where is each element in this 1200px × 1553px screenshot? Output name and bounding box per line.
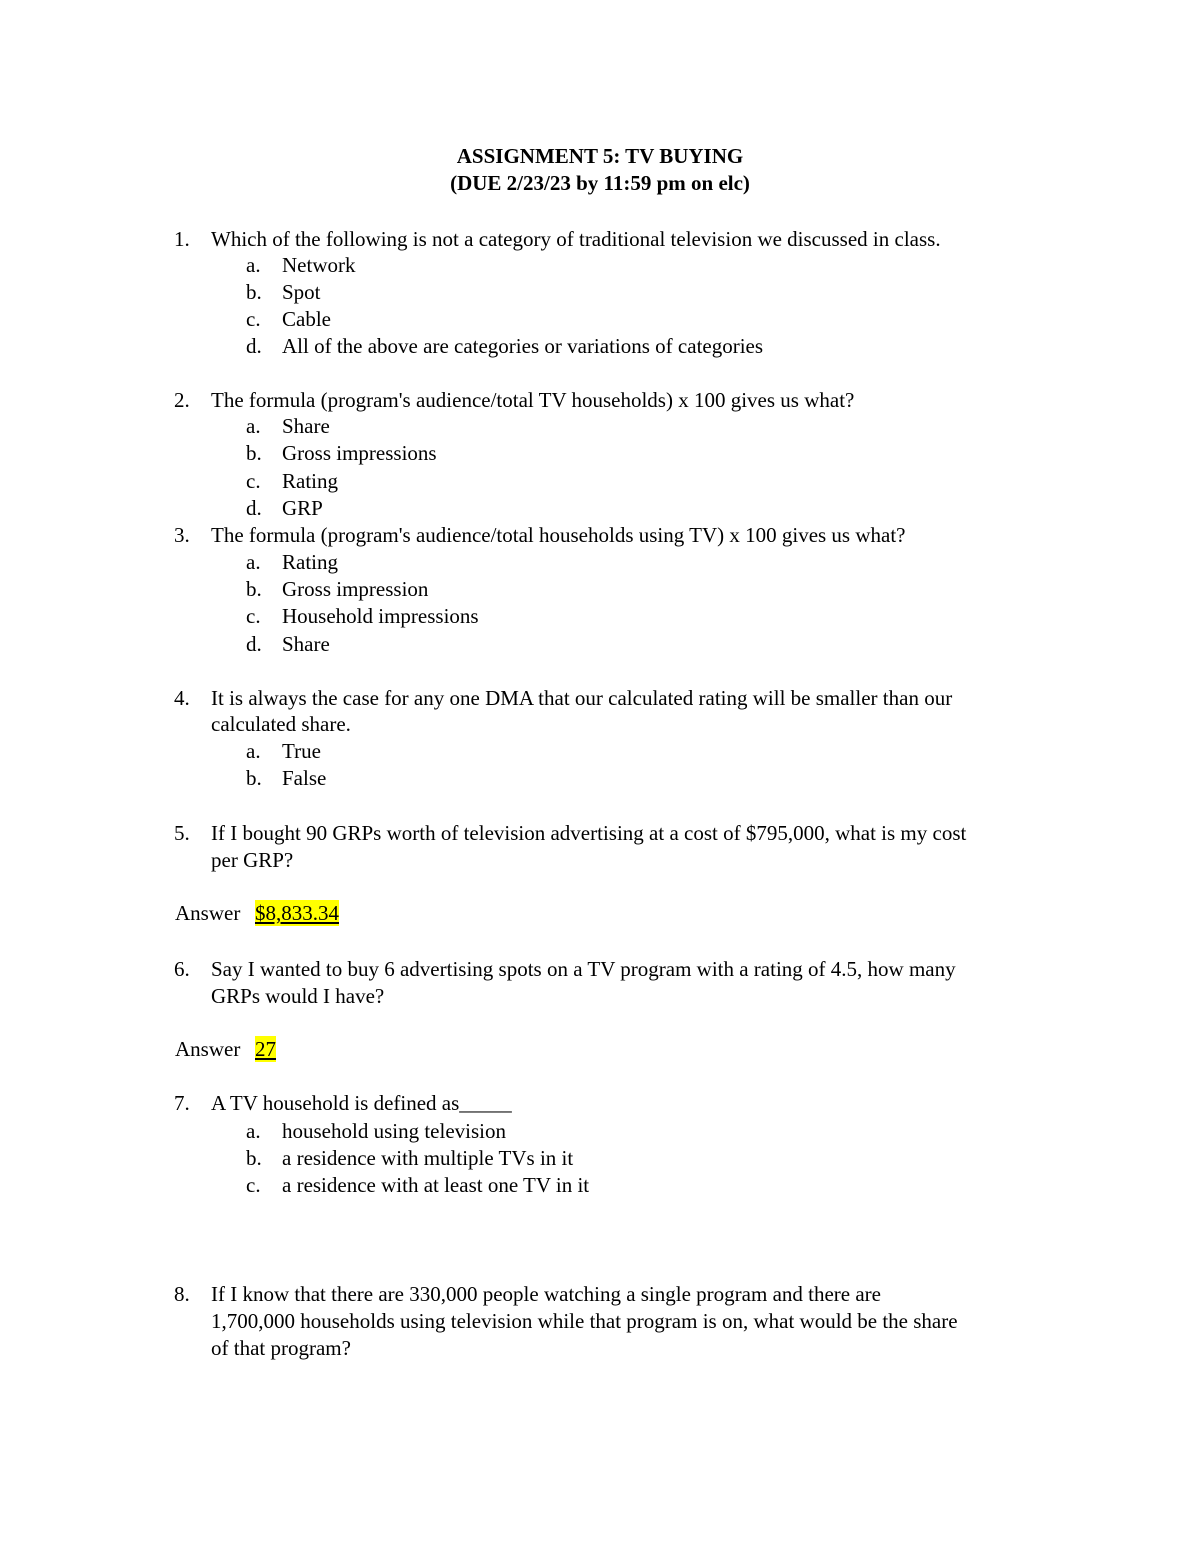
option-letter: b. xyxy=(246,441,262,465)
option-letter: c. xyxy=(246,307,261,331)
option-text: Share xyxy=(282,414,330,438)
option-text: Network xyxy=(282,253,356,277)
option-letter: a. xyxy=(246,1119,261,1143)
option-text: Gross impression xyxy=(282,577,429,601)
option-letter: a. xyxy=(246,739,261,763)
option-text: a residence with at least one TV in it xyxy=(282,1173,590,1197)
answer-label: Answer xyxy=(175,1037,241,1061)
due-date: (DUE 2/23/23 by 11:59 pm on elc) xyxy=(450,171,750,195)
answer-label: Answer xyxy=(175,901,241,925)
question-text-line-2: per GRP? xyxy=(211,848,294,872)
option-text: household using television xyxy=(282,1119,506,1143)
question-number: 2. xyxy=(174,388,190,412)
question-text-line-3: of that program? xyxy=(211,1336,351,1360)
question-number: 6. xyxy=(174,957,190,981)
question-text-line-2: 1,700,000 households using television while that program is on, what would be the share xyxy=(211,1309,958,1333)
option-text: Cable xyxy=(282,307,331,331)
question-text-line-1: If I bought 90 GRPs worth of television advertising at a cost of $795,000, what is my cost xyxy=(211,821,967,845)
question-number: 1. xyxy=(174,227,190,251)
option-letter: b. xyxy=(246,1146,262,1170)
question-number: 7. xyxy=(174,1091,190,1115)
option-text: Rating xyxy=(282,550,338,574)
question-number: 4. xyxy=(174,686,190,710)
option-text: Household impressions xyxy=(282,604,479,628)
question-number: 3. xyxy=(174,523,190,547)
question-text: The formula (program's audience/total TV households) x 100 gives us what? xyxy=(211,388,855,412)
option-letter: c. xyxy=(246,1173,261,1197)
option-letter: a. xyxy=(246,253,261,277)
question-text-line-1: If I know that there are 330,000 people watching a single program and there are xyxy=(211,1282,881,1306)
option-letter: c. xyxy=(246,604,261,628)
question-text: The formula (program's audience/total households using TV) x 100 gives us what? xyxy=(211,523,906,547)
option-letter: d. xyxy=(246,496,262,520)
question-text-line-2: GRPs would I have? xyxy=(211,984,385,1008)
option-letter: b. xyxy=(246,577,262,601)
option-text: True xyxy=(282,739,321,763)
option-text: Rating xyxy=(282,469,338,493)
question-number: 5. xyxy=(174,821,190,845)
question-text: A TV household is defined as_____ xyxy=(211,1091,512,1115)
option-letter: a. xyxy=(246,414,261,438)
option-text: All of the above are categories or variations of categories xyxy=(282,334,764,358)
answer-value: $8,833.34 xyxy=(255,901,339,925)
option-letter: d. xyxy=(246,632,262,656)
option-text: Share xyxy=(282,632,330,656)
option-letter: b. xyxy=(246,280,262,304)
option-letter: c. xyxy=(246,469,261,493)
question-number: 8. xyxy=(174,1282,190,1306)
assignment-title: ASSIGNMENT 5: TV BUYING xyxy=(456,144,744,168)
question-text: Which of the following is not a category of traditional television we discussed in class. xyxy=(211,227,941,251)
question-text-line-1: It is always the case for any one DMA that our calculated rating will be smaller than our xyxy=(211,686,953,710)
option-letter: a. xyxy=(246,550,261,574)
option-letter: d. xyxy=(246,334,262,358)
question-text-line-1: Say I wanted to buy 6 advertising spots on a TV program with a rating of 4.5, how many xyxy=(211,957,956,981)
answer-value: 27 xyxy=(255,1037,276,1061)
option-text: False xyxy=(282,766,327,790)
question-text-line-2: calculated share. xyxy=(211,712,351,736)
option-text: a residence with multiple TVs in it xyxy=(282,1146,574,1170)
option-text: GRP xyxy=(282,496,323,520)
option-letter: b. xyxy=(246,766,262,790)
option-text: Spot xyxy=(282,280,321,304)
option-text: Gross impressions xyxy=(282,441,437,465)
